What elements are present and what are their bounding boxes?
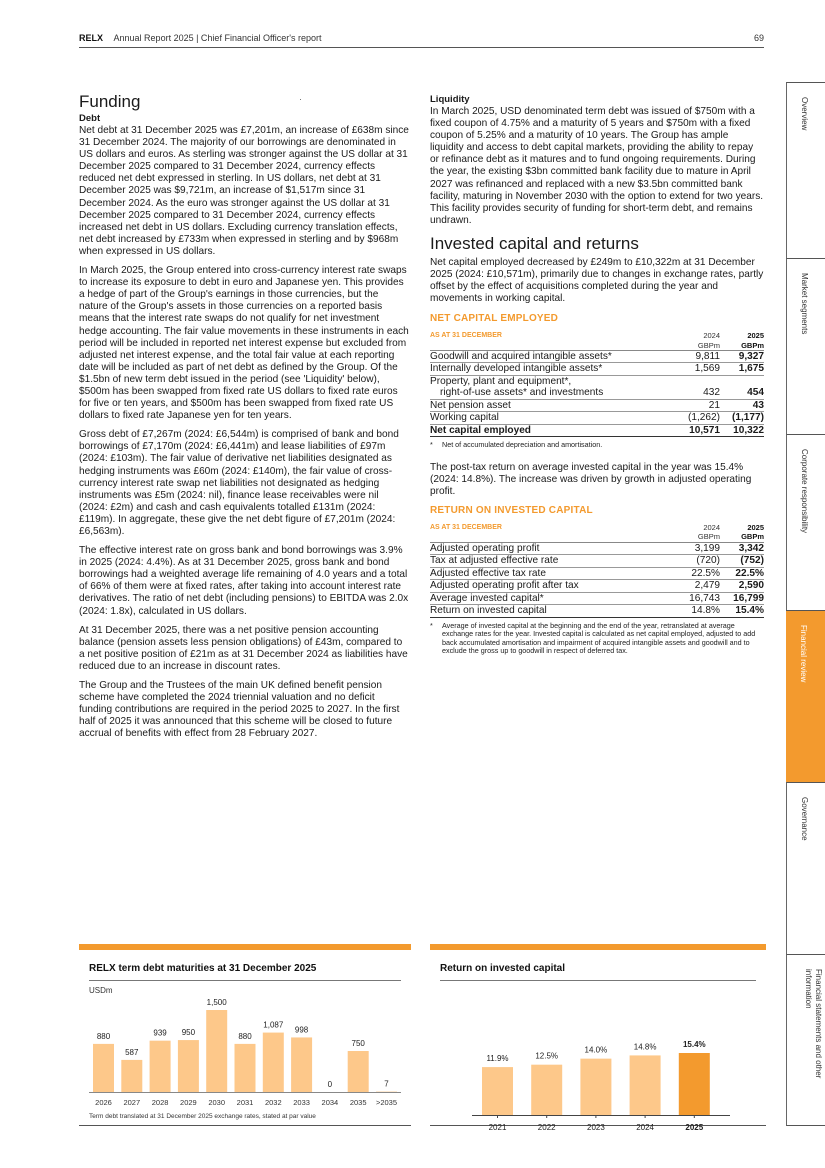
debt-category-label: >2035 (375, 1098, 398, 1107)
table-row: right-of-use assets* and investments 432 454 (430, 387, 764, 399)
table-row: Adjusted operating profit after tax 2,479 2,590 (430, 580, 764, 592)
table-row: Property, plant and equipment*, (430, 375, 572, 387)
table-row: Internally developed intangible assets* 1,569 1,675 (430, 363, 764, 375)
net-capital-table (430, 331, 764, 437)
net-capital-table-title: NET CAPITAL EMPLOYED (430, 313, 559, 325)
debt-paragraph-2: In March 2025, the Group entered into cross-currency interest rate swaps to increase its exposure to debt in euro and Japanese yen. This provides a hedge of part of the Group's earnings in those currencies, but the nature of the Group's assets in those currencies on a reported basis means that the interest rate swaps do not qualify for net investment hedge accounting. The fair value movements in these instruments in each period will be included in reported net interest expense but excluded from adjusted net interest expense, and the total fair value at each reporting date will be included as part of net debt as defined by the Group. Of the $1.5bn of new term debt issued in the period (see 'Liquidity' below), $500m has been swapped from fixed rate US dollars to fixed rate euros for five or ten years, and $500m has been swapped from fixed rate US dollars to fixed rate Japanese yen for ten years. (79, 265, 409, 422)
debt-category-label: 2028 (151, 1098, 169, 1107)
debt-bar-2027 (121, 1060, 142, 1092)
debt-bar-2031 (235, 1044, 256, 1092)
net-capital-col-2025: 2025 (747, 331, 764, 341)
debt-value-label: 0 (327, 1080, 333, 1089)
roic-table (430, 523, 764, 618)
roic-bar-2022 (531, 1065, 562, 1115)
funding-title: Funding (79, 92, 141, 111)
roic-chart-plot (430, 950, 766, 1132)
debt-chart-plot (79, 950, 411, 1126)
table-row: Average invested capital* 16,743 16,799 (430, 592, 764, 604)
roic-col-2025: 2025 (747, 523, 764, 533)
tab-overview[interactable]: Overview (786, 82, 825, 258)
debt-category-label: 2035 (349, 1098, 367, 1107)
roic-value-label: 14.0% (584, 1045, 608, 1055)
roic-table-title: RETURN ON INVESTED CAPITAL (430, 505, 593, 517)
net-capital-col-2024: 2024 (703, 331, 720, 341)
liquidity-heading: Liquidity (430, 94, 470, 105)
debt-category-label: 2034 (321, 1098, 339, 1107)
roic-chart (430, 944, 766, 1132)
debt-value-label: 587 (125, 1047, 139, 1057)
debt-value-label: 880 (238, 1031, 252, 1041)
debt-category-label: 2026 (95, 1098, 112, 1107)
debt-paragraph-5: At 31 December 2025, there was a net positive pension accounting balance (pension assets less pension obligations) of £43m, compared to a net positive position of £21m as at 31 December 2024 as liabilities have reduced due to an increase in discount rates. (79, 624, 408, 672)
net-capital-unit-2024: GBPm (674, 340, 720, 350)
debt-chart-unit: USDm (89, 986, 113, 995)
roic-value-label: 15.4% (682, 1040, 706, 1049)
page-header (79, 33, 764, 47)
roic-value-label: 12.5% (535, 1051, 559, 1061)
debt-paragraph-4: The effective interest rate on gross bank and bond borrowings was 3.9% in 2025 (2024: 4.4%). As at 31 December 2025, gross bank and bond borrowings had a weighted average life remaining of 4.0 years and a total of 66% of them were at fixed rates, after taking into account interest rate derivatives. The ratio of net debt (including pensions) to EBITDA was 2.0x (2024: 1.8x), calculated in US dollars. (79, 545, 409, 617)
debt-value-label: 950 (181, 1028, 196, 1038)
roic-category-label: 2022 (537, 1123, 556, 1132)
debt-paragraph-3: Gross debt of £7,267m (2024: £6,544m) is comprised of bank and bond borrowings of £7,170m (2024: £6,441m) and lease liabilities of £97m (2024: £103m). The fair value of derivative net liabilities designated as hedging instruments was £60m (2024: £140m), the fair value of cross-currency interest rate swap net liabilities not designated as hedging instruments was £5m (2024: nil), finance lease receivables were nil (2024: £2m) and cash and cash equivalents totalled £131m (2024: £119m). In aggregate, these give the net debt figure of £7,201m (2024: £6,563m). (79, 429, 399, 537)
debt-value-label: 998 (294, 1025, 309, 1035)
roic-category-label: 2024 (636, 1123, 654, 1132)
roic-unit-2025: GBPm (720, 532, 764, 542)
debt-bar-2028 (150, 1041, 171, 1092)
debt-bar-2033 (291, 1037, 312, 1092)
invested-capital-intro: Net capital employed decreased by £249m to £10,322m at 31 December 2025 (2024: £10,571m), primarily due to changes in exchange rates, partly offset by the effect of acquisitions completed during the year and movements in working capital. (430, 256, 764, 305)
roic-category-label: 2025 (685, 1123, 704, 1132)
net-capital-as-at: AS AT 31 DECEMBER (430, 332, 502, 340)
roic-bar-2024 (630, 1055, 661, 1115)
debt-chart-note: Term debt translated at 31 December 2025 exchange rates, stated at par value (89, 1113, 316, 1120)
debt-category-label: 2029 (180, 1098, 197, 1107)
section-tabs (786, 82, 825, 1126)
tab-market-segments[interactable]: Market segments (786, 258, 825, 434)
debt-bar-2032 (263, 1033, 284, 1092)
debt-value-label: 1,087 (263, 1020, 284, 1030)
tab-financial-statements[interactable]: Financial statements and other information (786, 954, 825, 1126)
table-row: Tax at adjusted effective rate (720) (752) (430, 555, 764, 567)
debt-bar-2026 (93, 1044, 114, 1092)
net-capital-unit-2025: GBPm (720, 340, 764, 350)
roic-category-label: 2023 (587, 1123, 605, 1132)
page-number: 69 (753, 33, 764, 43)
tab-corporate-responsibility[interactable]: Corporate responsibility (786, 434, 825, 610)
table-total-row: Return on invested capital 14.8% 15.4% (430, 605, 764, 617)
roic-bar-2025 (679, 1053, 710, 1115)
roic-footnote: * Average of invested capital at the beginning and the end of the year, retranslated at average exchange rates for the year. Invested capital is calculated as net capital employed, adjusted to add back accumulated amortisation and impairment of acquired intangible assets and goodwill and to exclude the gross up to goodwill in respect of deferred tax. (430, 620, 756, 655)
debt-value-label: 939 (153, 1028, 167, 1038)
table-total-row: Net capital employed 10,571 10,322 (430, 424, 764, 436)
roic-chart-title: Return on invested capital (440, 963, 566, 974)
report-title: Annual Report 2025 | Chief Financial Officer's report (113, 33, 322, 43)
debt-category-label: 2030 (208, 1098, 226, 1107)
table-row: Working capital (1,262) (1,177) (430, 412, 764, 424)
debt-value-label: 750 (351, 1039, 365, 1048)
header-divider (79, 47, 764, 48)
roic-bar-2021 (482, 1067, 513, 1115)
net-capital-footnote: * Net of accumulated depreciation and amortisation. (430, 440, 603, 450)
debt-bar-2030 (206, 1010, 227, 1092)
debt-category-label: 2033 (293, 1098, 310, 1107)
post-tax-return-text: The post-tax return on average invested capital in the year was 15.4% (2024: 14.8%). The increase was driven by growth in adjusted operating profit. (430, 461, 752, 497)
debt-bar-2035 (348, 1051, 369, 1092)
debt-chart-title: RELX term debt maturities at 31 December 2025 (89, 963, 317, 974)
table-row: Net pension asset 21 43 (430, 399, 764, 411)
debt-paragraph-6: The Group and the Trustees of the main UK defined benefit pension scheme have completed the 2024 triennial valuation and no deficit funding contributions are required in the period 2025 to 2027. In the first half of 2025 it was announced that this scheme will be closed to future accrual of benefits with effect from 28 February 2027. (79, 680, 400, 740)
debt-value-label: 7 (384, 1079, 389, 1089)
brand-name: RELX (79, 33, 104, 43)
roic-value-label: 14.8% (633, 1042, 657, 1052)
roic-col-2024: 2024 (703, 523, 720, 533)
debt-bar-2029 (178, 1040, 199, 1092)
roic-unit-2024: GBPm (674, 532, 720, 542)
debt-category-label: 2032 (264, 1098, 282, 1107)
tab-governance[interactable]: Governance (786, 782, 825, 954)
debt-paragraph-1: Net debt at 31 December 2025 was £7,201m, an increase of £638m since 31 December 2024. The majority of our borrowings are denominated in US dollars and euros. As sterling was stronger against the US dollar at 31 December 2025 compared to 31 December 2024, currency effects reduced net debt expressed in sterling. In US dollars, net debt at 31 December 2025 was $9,721m, an increase of $1,517m since 31 December 2024. As the euro was stronger against the US dollar at 31 December 2025 compared to 31 December 2024, currency effects increased net debt in US dollars. Excluding currency translation effects, net debt increased by £733m when expressed in sterling and by $968m when expressed in US dollars. (79, 125, 409, 257)
table-row: Goodwill and acquired intangible assets* 9,811 9,327 (430, 350, 764, 362)
roic-value-label: 11.9% (486, 1054, 509, 1064)
invested-capital-title: Invested capital and returns (430, 233, 639, 253)
roic-as-at: AS AT 31 DECEMBER (430, 524, 502, 532)
funding-column (79, 92, 409, 748)
liquidity-column (430, 94, 764, 655)
roic-bar-2023 (580, 1059, 611, 1115)
table-row: Adjusted operating profit 3,199 3,342 (430, 542, 764, 554)
debt-value-label: 880 (96, 1031, 111, 1041)
roic-category-label: 2021 (488, 1123, 507, 1132)
tab-financial-review[interactable]: Financial review (786, 610, 825, 782)
debt-value-label: 1,500 (206, 998, 227, 1007)
liquidity-text: In March 2025, USD denominated term debt was issued of $750m with a fixed coupon of 4.75% and a maturity of 5 years and $750m with a fixed coupon of 5.25% and a maturity of 10 years. The Group has ample liquidity and access to debt capital markets, providing the ability to repay or refinance debt as it matures and to fund ongoing requirements. During the year, the existing $3bn committed bank facility due to mature in April 2027 was refinanced and replaced with a new $3.5bn committed bank facility, maturing in November 2030 with the option to extend for two years. This facility provides security of funding for short-term debt, and remains undrawn. (430, 106, 764, 226)
debt-maturities-chart (79, 944, 411, 1126)
debt-category-label: 2027 (123, 1098, 141, 1107)
debt-heading: Debt (79, 113, 101, 124)
debt-category-label: 2031 (236, 1098, 254, 1107)
table-row: Adjusted effective tax rate 22.5% 22.5% (430, 567, 764, 579)
